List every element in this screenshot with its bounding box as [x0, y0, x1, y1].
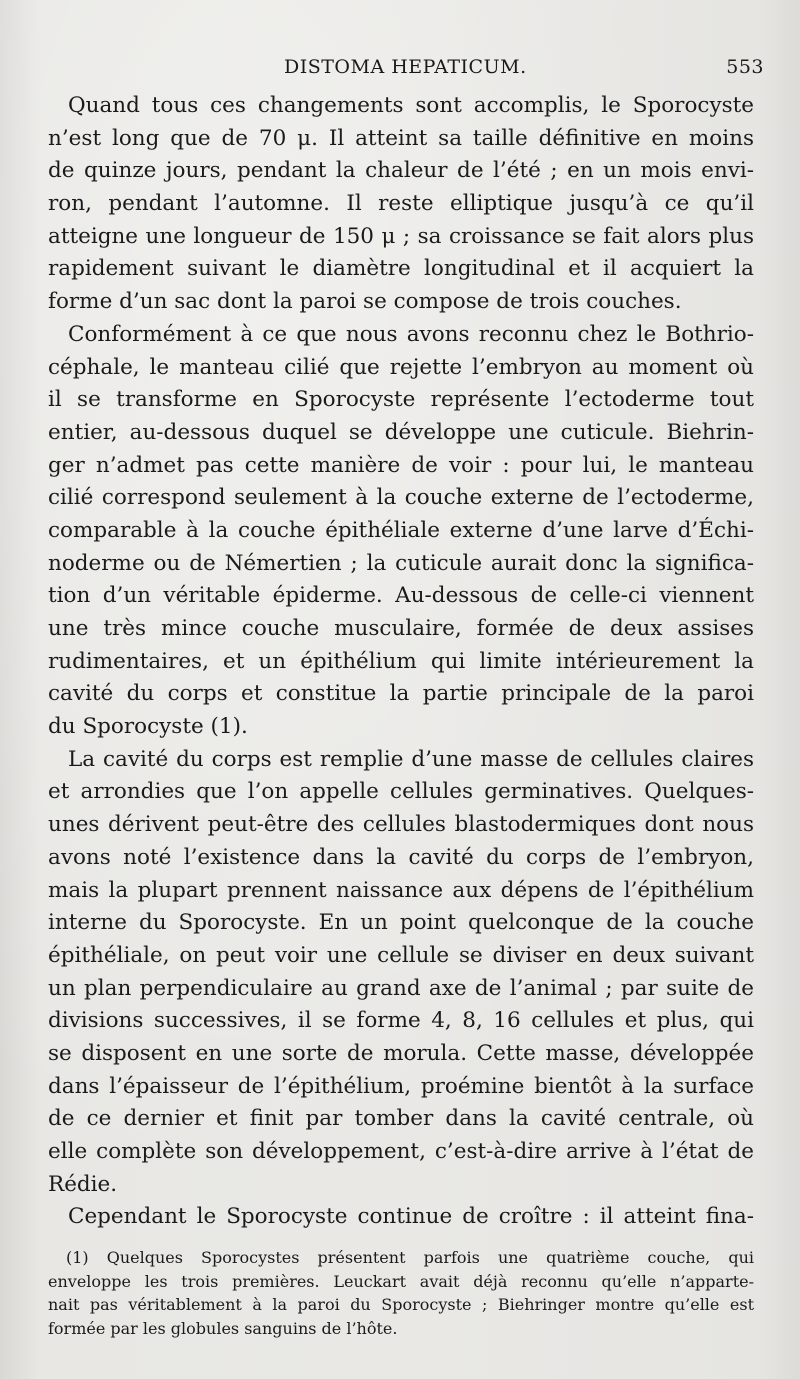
text-line: cilié correspond seulement à la couche externe de l’ectoderme, — [48, 485, 754, 511]
text-line: rudimentaires, et un épithélium qui limite intérieurement la — [48, 648, 754, 674]
body-text — [48, 90, 754, 1234]
footnotes — [48, 1246, 754, 1340]
text-line: et arrondies que l’on appelle cellules germinatives. Quelques- — [48, 779, 754, 805]
text-line: comparable à la couche épithéliale externe d’une larve d’Échi- — [48, 517, 754, 543]
footnote-line: nait pas véritablement à la paroi du Sporocyste ; Biehringer montre qu’elle est — [48, 1295, 754, 1314]
footnote-line: formée par les globules sanguins de l’hôte. — [48, 1318, 398, 1338]
text-line: Conformément à ce que nous avons reconnu chez le Bothrio- — [68, 321, 754, 347]
text-line: du Sporocyste (1). — [48, 714, 248, 740]
footnote-line: enveloppe les trois premières. Leuckart avait déjà reconnu qu’elle n’apparte- — [48, 1271, 754, 1291]
text-line: Rédie. — [48, 1171, 118, 1197]
text-line: de ce dernier et finit par tomber dans la cavité centrale, où — [48, 1106, 754, 1132]
text-line: interne du Sporocyste. En un point quelconque de la couche — [48, 910, 754, 936]
running-title: DISTOMA HEPATICUM. — [284, 56, 527, 78]
text-line: il se transforme en Sporocyste représente l’ectoderme tout — [48, 387, 754, 413]
text-line: avons noté l’existence dans la cavité du corps de l’embryon, — [48, 844, 754, 870]
text-line: mais la plupart prennent naissance aux dépens de l’épithélium — [48, 877, 754, 903]
text-line: n’est long que de 70 μ. Il atteint sa taille définitive en moins — [48, 125, 754, 151]
text-line: de quinze jours, pendant la chaleur de l’été ; en un mois envi- — [48, 158, 754, 184]
text-line: Cependant le Sporocyste continue de croître : il atteint fina- — [68, 1204, 754, 1230]
text-line: ron, pendant l’automne. Il reste elliptique jusqu’à ce qu’il — [48, 191, 754, 217]
text-line: divisions successives, il se forme 4, 8, 16 cellules et plus, qui — [48, 1008, 754, 1034]
text-line: rapidement suivant le diamètre longitudinal et il acquiert la — [48, 256, 754, 282]
page-number: 553 — [726, 56, 764, 78]
text-line: tion d’un véritable épiderme. Au-dessous de celle-ci viennent — [48, 583, 754, 609]
text-line: Quand tous ces changements sont accomplis, le Sporocyste — [68, 93, 754, 118]
text-line: elle complète son développement, c’est-à-dire arrive à l’état de — [48, 1139, 754, 1164]
text-line: épithéliale, on peut voir une cellule se diviser en deux suivant — [48, 942, 754, 968]
text-line: forme d’un sac dont la paroi se compose de trois couches. — [48, 289, 682, 315]
text-line: atteigne une longueur de 150 μ ; sa croissance se fait alors plus — [48, 223, 754, 249]
text-line: dans l’épaisseur de l’épithélium, proémine bientôt à la surface — [48, 1073, 754, 1099]
running-head — [48, 56, 764, 86]
text-line: ger n’admet pas cette manière de voir : pour lui, le manteau — [48, 452, 754, 478]
text-line: céphale, le manteau cilié que rejette l’embryon au moment où — [48, 354, 754, 380]
text-line: se disposent en une sorte de morula. Cette masse, développée — [48, 1040, 754, 1066]
text-line: une très mince couche musculaire, formée de deux assises — [48, 616, 754, 641]
text-line: entier, au-dessous duquel se développe une cuticule. Biehrin- — [48, 419, 754, 445]
footnote-line: (1) Quelques Sporocystes présentent parfois une quatrième couche, qui — [66, 1248, 754, 1267]
text-line: un plan perpendiculaire au grand axe de l’animal ; par suite de — [48, 975, 754, 1001]
text-line: La cavité du corps est remplie d’une masse de cellules claires — [68, 746, 754, 772]
text-line: noderme ou de Némertien ; la cuticule aurait donc la significa- — [48, 550, 754, 576]
text-line: unes dérivent peut-être des cellules blastodermiques dont nous — [48, 812, 754, 838]
text-line: cavité du corps et constitue la partie principale de la paroi — [48, 681, 754, 707]
